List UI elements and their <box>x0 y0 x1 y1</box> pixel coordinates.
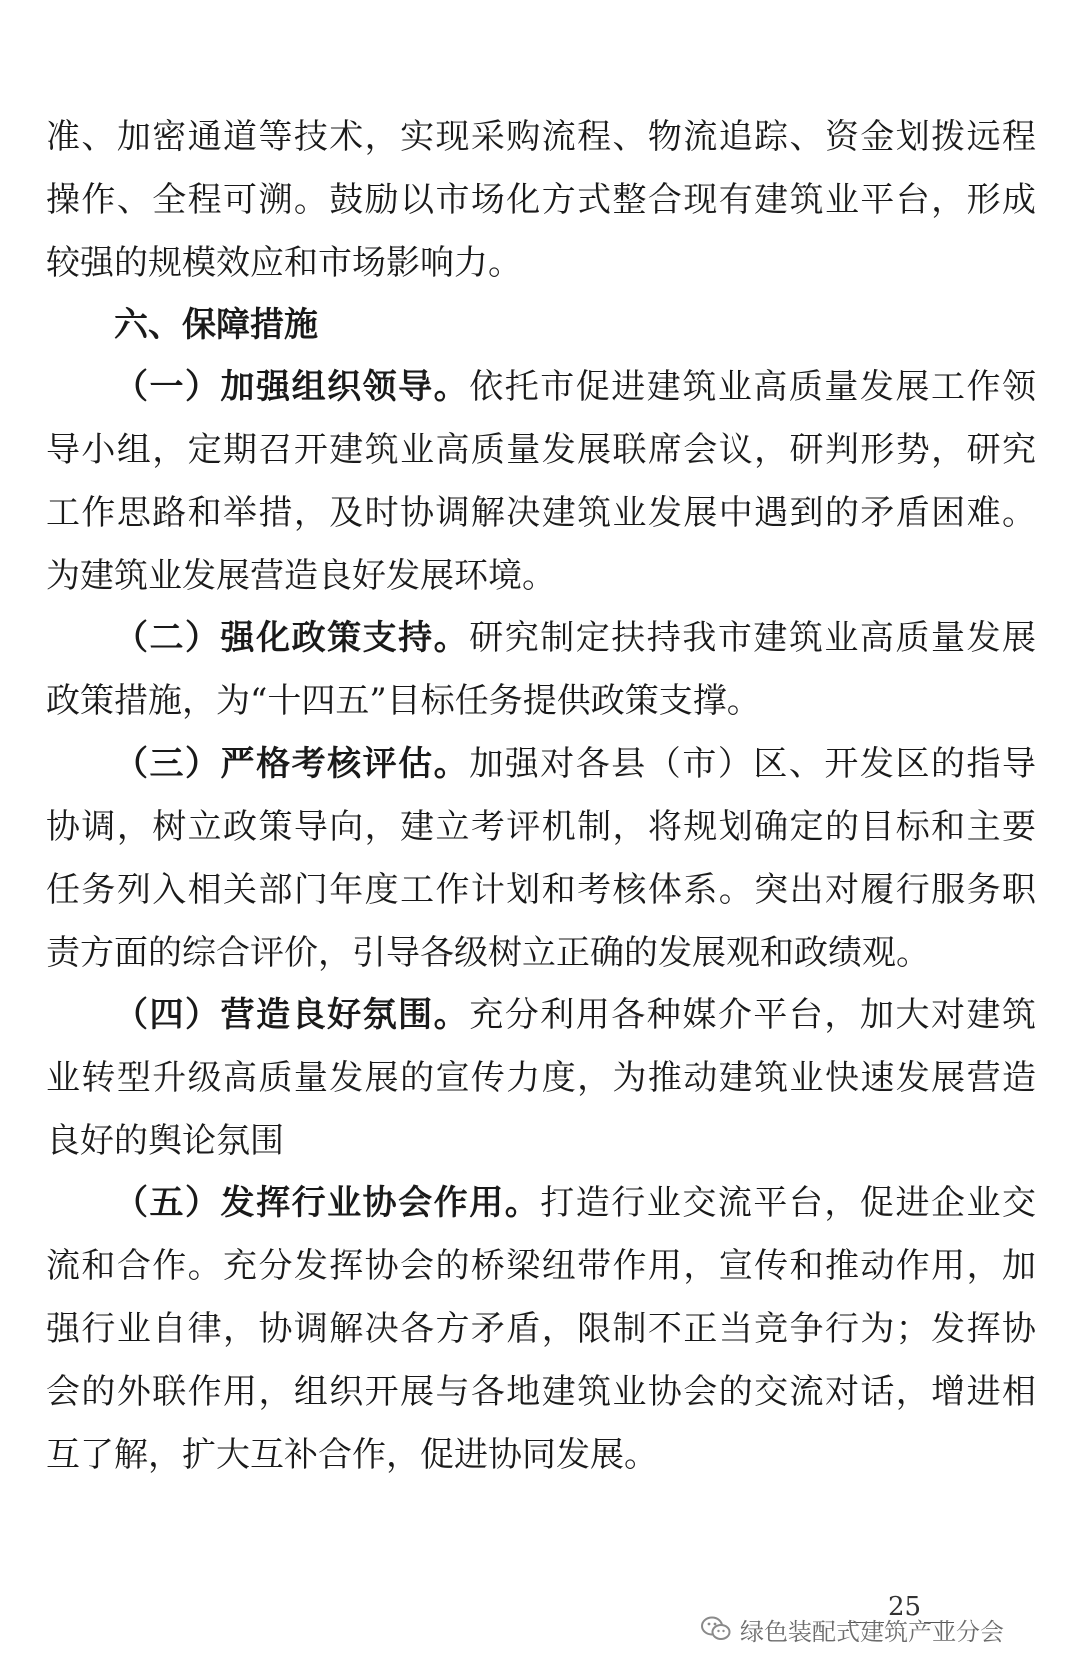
item-title: （二）强化政策支持。 <box>114 618 470 658</box>
item-text: 打造行业交流平台，促进企业交 <box>540 1183 1037 1223</box>
wechat-icon <box>700 1615 732 1643</box>
paragraph-line: 工作思路和举措，及时协调解决建筑业发展中遇到的矛盾困难。 <box>46 493 1036 533</box>
paragraph-line: 责方面的综合评价，引导各级树立正确的发展观和政绩观。 <box>46 933 930 973</box>
page-footer <box>700 1592 1060 1646</box>
item-first-line <box>46 605 1036 671</box>
paragraph-line: 准、加密通道等技术，实现采购流程、物流追踪、资金划拨远程 <box>46 117 1036 157</box>
paragraph-line: 会的外联作用，组织开展与各地建筑业协会的交流对话，增进相 <box>46 1372 1036 1412</box>
item-title: （五）发挥行业协会作用。 <box>114 1183 541 1223</box>
paragraph-line: 流和合作。充分发挥协会的桥梁纽带作用，宣传和推动作用，加 <box>46 1246 1036 1286</box>
paragraph-line: 强行业自律，协调解决各方矛盾，限制不正当竞争行为；发挥协 <box>46 1309 1036 1349</box>
item-first-line <box>46 731 1036 797</box>
paragraph-line: 任务列入相关部门年度工作计划和考核体系。突出对履行服务职 <box>46 870 1036 910</box>
paragraph-line: 协调，树立政策导向，建立考评机制，将规划确定的目标和主要 <box>46 807 1036 847</box>
item-first-line <box>46 1170 1036 1236</box>
paragraph-line: 导小组，定期召开建筑业高质量发展联席会议，研判形势，研究 <box>46 430 1036 470</box>
paragraph-line: 操作、全程可溯。鼓励以市场化方式整合现有建筑业平台，形成 <box>46 180 1036 220</box>
watermark <box>700 1612 1004 1646</box>
watermark-text: 绿色装配式建筑产业分会 <box>740 1617 1004 1646</box>
item-text: 充分利用各种媒介平台，加大对建筑 <box>469 995 1037 1035</box>
item-first-line <box>46 354 1036 420</box>
item-title: （三）严格考核评估。 <box>114 744 470 784</box>
paragraph-line: 为建筑业发展营造良好发展环境。 <box>46 556 556 596</box>
item-title: （四）营造良好氛围。 <box>114 995 470 1035</box>
item-text: 研究制定扶持我市建筑业高质量发展 <box>469 618 1037 658</box>
page-number: 25 <box>888 1592 922 1622</box>
paragraph-line: 较强的规模效应和市场影响力。 <box>46 243 522 283</box>
paragraph-line: 良好的舆论氛围 <box>46 1121 284 1161</box>
item-first-line <box>46 982 1036 1048</box>
paragraph-line: 政策措施，为“十四五”目标任务提供政策支撑。 <box>46 681 761 721</box>
item-title: （一）加强组织领导。 <box>114 367 470 407</box>
item-text: 依托市促进建筑业高质量发展工作领 <box>469 367 1037 407</box>
paragraph-line: 互了解，扩大互补合作，促进协同发展。 <box>46 1435 658 1475</box>
item-text: 加强对各县（市）区、开发区的指导 <box>469 744 1037 784</box>
section-heading: 六、保障措施 <box>114 305 318 345</box>
paragraph-line: 业转型升级高质量发展的宣传力度，为推动建筑业快速发展营造 <box>46 1058 1036 1098</box>
